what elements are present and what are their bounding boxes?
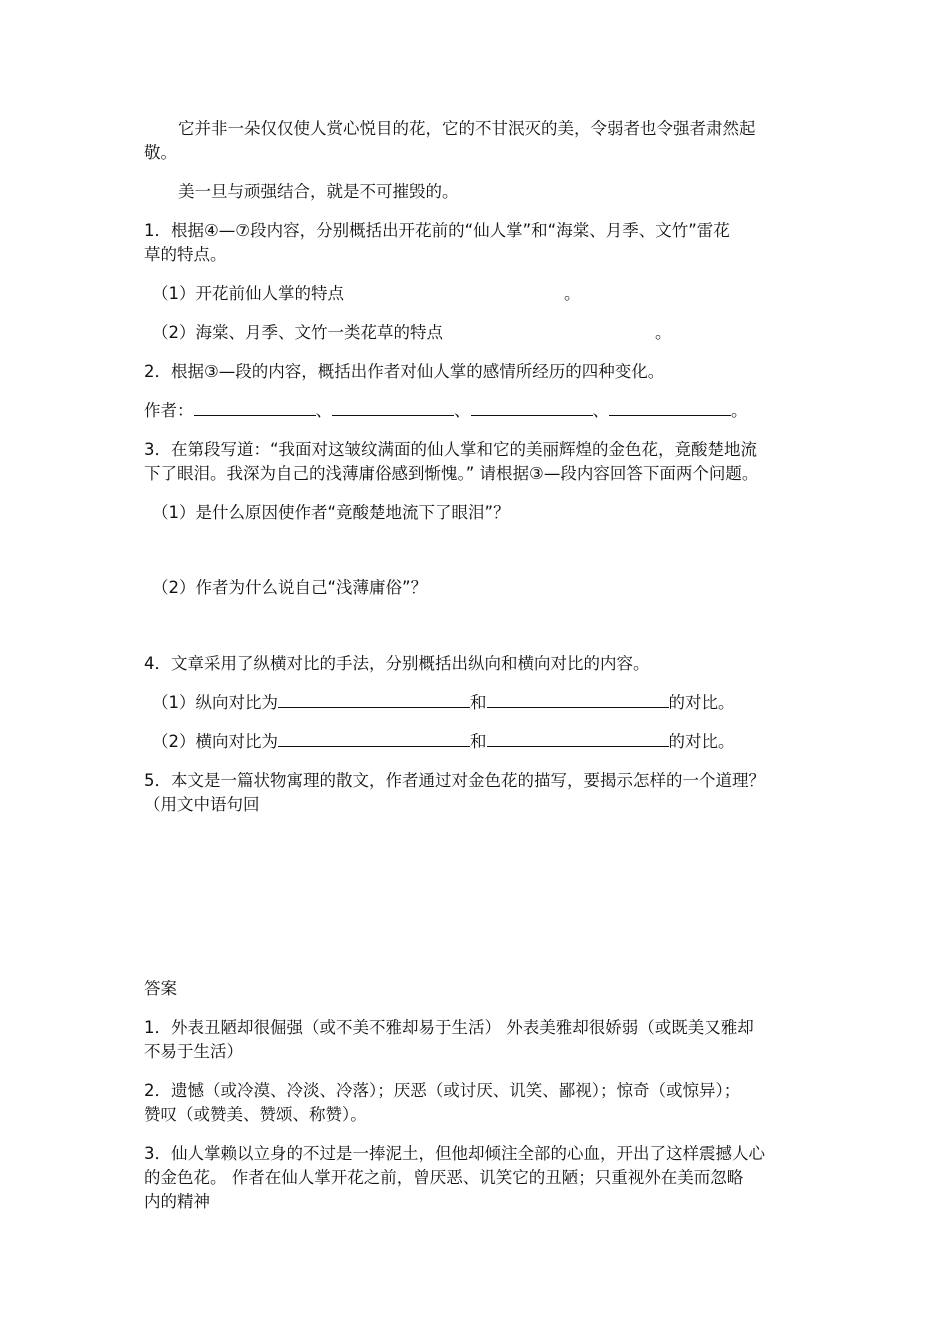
question-3: 3．在第段写道：“我面对这皱纹满面的仙人掌和它的美丽辉煌的金色花，竟酸楚地流 — [144, 440, 758, 459]
answer-3-cont: 的金色花。 作者在仙人掌开花之前，曾厌恶、讥笑它的丑陋；只重视外在美而忽略 — [144, 1168, 744, 1187]
answer-blank-2[interactable] — [487, 691, 669, 708]
answer-label: 作者： — [144, 401, 194, 420]
suffix: 的对比。 — [668, 732, 735, 751]
answer-blank-4[interactable] — [609, 399, 731, 416]
answer-2: 2．遗憾（或冷漠、冷淡、冷落）；厌恶（或讨厌、讥笑、鄙视）；惊奇（或惊异）； — [144, 1081, 741, 1100]
separator: 、 — [592, 401, 609, 420]
answer-1-cont: 不易于生活） — [144, 1042, 243, 1061]
period: 。 — [731, 401, 748, 420]
answer-blank-1[interactable] — [278, 730, 470, 747]
sub-label: （2）横向对比为 — [152, 732, 278, 751]
sub-label: （2）海棠、月季、文竹一类花草的特点 — [152, 323, 443, 342]
question-1: 1．根据④—⑦段内容，分别概括出开花前的“仙人掌”和“海棠、月季、文竹”雷花 — [144, 221, 730, 240]
question-4-sub-2 — [152, 730, 822, 753]
question-4: 4．文章采用了纵横对比的手法，分别概括出纵向和横向对比的内容。 — [144, 654, 650, 673]
question-5: 5．本文是一篇状物寓理的散文，作者通过对金色花的描写，要揭示怎样的一个道理？ — [144, 771, 765, 790]
answer-3: 3．仙人掌赖以立身的不过是一捧泥土，但他却倾注全部的心血，开出了这样震撼人心 — [144, 1144, 765, 1163]
suffix: 的对比。 — [668, 693, 735, 712]
separator: 、 — [454, 401, 471, 420]
answer-blank-1[interactable] — [194, 399, 316, 416]
sub-label: （1）开花前仙人掌的特点 — [152, 284, 344, 303]
separator: 、 — [315, 401, 332, 420]
answer-2-cont: 赞叹（或赞美、赞颂、称赞）。 — [144, 1105, 367, 1124]
answer-3-cont: 内的精神 — [144, 1192, 210, 1211]
passage-line: 美一旦与顽强结合，就是不可摧毁的。 — [178, 182, 459, 201]
and-word: 和 — [470, 693, 487, 712]
question-3-cont: 下了眼泪。我深为自己的浅薄庸俗感到惭愧。” 请根据③—段内容回答下面两个问题。 — [144, 464, 759, 483]
passage-line: 它并非一朵仅仅使人赏心悦目的花，它的不甘泯灭的美，令弱者也令强者肃然起 — [178, 119, 756, 138]
and-word: 和 — [470, 732, 487, 751]
answer-1: 1．外表丑陋却很倔强（或不美不雅却易于生活） 外表美雅却很娇弱（或既美又雅却 — [144, 1018, 754, 1037]
question-3-sub-1: （1）是什么原因使作者“竟酸楚地流下了眼泪”？ — [152, 503, 510, 522]
period: 。 — [564, 284, 581, 303]
sub-label: （1）纵向对比为 — [152, 693, 278, 712]
period: 。 — [655, 323, 672, 342]
question-1-sub-1 — [152, 282, 822, 305]
question-3-sub-2: （2）作者为什么说自己“浅薄庸俗”？ — [152, 578, 428, 597]
question-5-cont: （用文中语句回 — [144, 795, 260, 814]
answer-blank-3[interactable] — [471, 399, 593, 416]
question-1-cont: 草的特点。 — [144, 245, 227, 264]
answer-blank-2[interactable] — [332, 399, 454, 416]
answers-heading: 答案 — [144, 979, 177, 998]
answer-blank-1[interactable] — [278, 691, 470, 708]
question-2: 2．根据③—段的内容，概括出作者对仙人掌的感情所经历的四种变化。 — [144, 362, 665, 381]
question-2-answer — [144, 399, 814, 422]
answer-blank-2[interactable] — [487, 730, 669, 747]
question-1-sub-2 — [152, 321, 822, 344]
passage-line: 敬。 — [144, 143, 177, 162]
question-4-sub-1 — [152, 691, 822, 714]
